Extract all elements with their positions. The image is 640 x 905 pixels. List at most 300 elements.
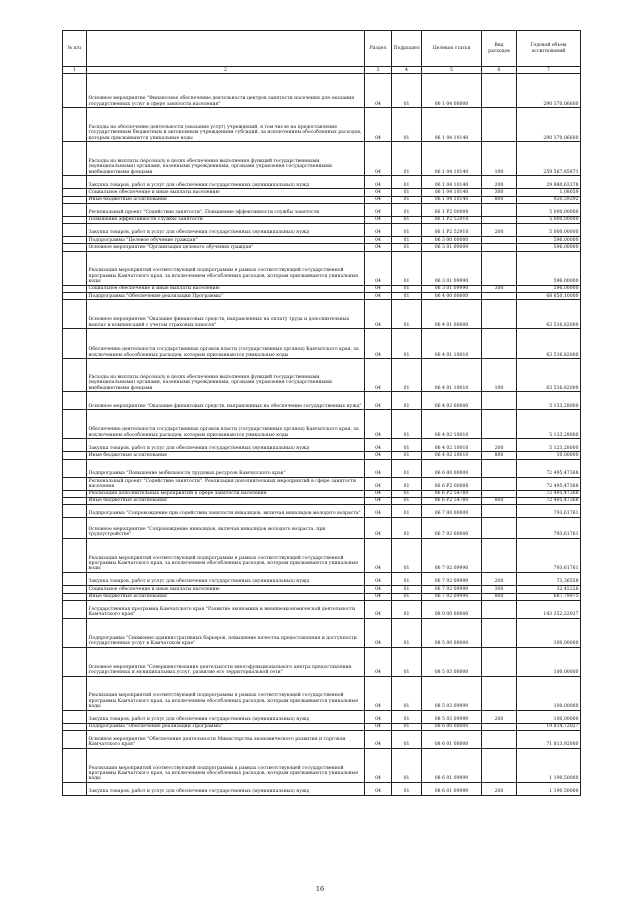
row-razdel-cell: 04 <box>365 783 392 796</box>
row-razdel-cell: 04 <box>365 477 392 490</box>
header-num: № п/п <box>63 31 87 67</box>
header-row <box>63 31 581 67</box>
row-sum-cell: 596,00000 <box>517 251 581 285</box>
row-target-article-cell: 06 6 P2 00000 <box>422 477 482 490</box>
row-razdel-cell: 04 <box>365 539 392 573</box>
row-name-cell: Основное мероприятие "Организация целевого обучения граждан" <box>87 244 365 251</box>
row-name-cell: Реализация мероприятий соответствующей подпрограммы в рамках соответствующей государственной программы Камчатского края, за исключением обособленных расходов, которым присваиваются уникальные коды <box>87 539 365 573</box>
row-name-cell: Расходы на выплаты персоналу в целях обеспечения выполнения функций государственными (муниципальными) органами, казенными учреждениями, органами управления государственными внебюджетными фондами <box>87 359 365 392</box>
row-podrazdel-cell: 01 <box>392 497 422 504</box>
row-sum-cell: 68 650,10000 <box>517 293 581 300</box>
row-expense-type-cell <box>482 244 517 251</box>
row-name-cell: Подпрограмма "Сопровождение при содействии занятости инвалидов, включая инвалидов молодого возраста" <box>87 505 365 518</box>
row-razdel-cell: 04 <box>365 593 392 600</box>
row-expense-type-cell <box>482 74 517 108</box>
row-expense-type-cell <box>482 731 517 749</box>
row-sum-cell: 5 123,28000 <box>517 439 581 452</box>
row-sum-cell: 1,08059 <box>517 189 581 196</box>
row-target-article-cell: 06 3 01 09990 <box>422 251 482 285</box>
row-sum-cell: 100,00000 <box>517 647 581 676</box>
row-podrazdel-cell: 01 <box>392 439 422 452</box>
row-num-cell <box>63 459 87 477</box>
row-target-article-cell: 06 1 04 10140 <box>422 176 482 189</box>
row-num-cell <box>63 203 87 216</box>
row-num-cell <box>63 108 87 142</box>
row-target-article-cell: 06 4 01 00000 <box>422 300 482 329</box>
row-num-cell <box>63 600 87 618</box>
row-expense-type-cell: 200 <box>482 224 517 237</box>
row-sum-cell: 793,61761 <box>517 505 581 518</box>
row-podrazdel-cell: 01 <box>392 573 422 586</box>
row-num-cell <box>63 196 87 203</box>
table-row <box>63 189 581 196</box>
row-razdel-cell: 04 <box>365 731 392 749</box>
col-number: 1 <box>63 67 87 74</box>
row-target-article-cell: 08 0 00 00000 <box>422 600 482 618</box>
row-razdel-cell: 04 <box>365 196 392 203</box>
row-expense-type-cell <box>482 505 517 518</box>
table-row <box>63 329 581 359</box>
row-razdel-cell: 04 <box>365 359 392 392</box>
col-number: 3 <box>365 67 392 74</box>
row-target-article-cell: 06 1 04 00000 <box>422 74 482 108</box>
row-razdel-cell: 04 <box>365 647 392 676</box>
row-expense-type-cell <box>482 723 517 730</box>
table-row <box>63 710 581 723</box>
row-name-cell: Закупка товаров, работ и услуг для обеспечения государственных (муниципальных) нужд <box>87 176 365 189</box>
table-row <box>63 459 581 477</box>
row-podrazdel-cell: 01 <box>392 618 422 647</box>
row-num-cell <box>63 244 87 251</box>
row-name-cell: Расходы на обеспечение деятельности (оказание услуг) учреждений, в том числе на предоставление государственным бюджетным и автономным учреждениям субсидий, за исключением обособленных расходов, которым присваиваются уникальные коды <box>87 108 365 142</box>
row-razdel-cell: 04 <box>365 490 392 497</box>
row-razdel-cell: 04 <box>365 329 392 359</box>
row-num-cell <box>63 359 87 392</box>
table-row <box>63 108 581 142</box>
row-target-article-cell: 08 6 01 00000 <box>422 731 482 749</box>
row-razdel-cell: 04 <box>365 618 392 647</box>
row-target-article-cell: 06 4 01 10010 <box>422 329 482 359</box>
row-expense-type-cell <box>482 518 517 539</box>
row-sum-cell: 5 000,00000 <box>517 203 581 216</box>
row-target-article-cell: 06 4 02 00000 <box>422 392 482 410</box>
row-razdel-cell: 04 <box>365 710 392 723</box>
row-podrazdel-cell: 01 <box>392 108 422 142</box>
row-num-cell <box>63 392 87 410</box>
row-target-article-cell: 06 3 01 09990 <box>422 285 482 292</box>
table-row <box>63 293 581 300</box>
row-podrazdel-cell: 01 <box>392 647 422 676</box>
row-razdel-cell: 04 <box>365 518 392 539</box>
table-row <box>63 216 581 223</box>
row-expense-type-cell <box>482 203 517 216</box>
row-num-cell <box>63 505 87 518</box>
row-sum-cell: 687,79975 <box>517 593 581 600</box>
col-number: 4 <box>392 67 422 74</box>
row-podrazdel-cell: 01 <box>392 410 422 439</box>
row-razdel-cell: 04 <box>365 285 392 292</box>
row-target-article-cell: 06 6 00 00000 <box>422 459 482 477</box>
row-name-cell: Закупка товаров, работ и услуг для обеспечения государственных (муниципальных) нужд <box>87 710 365 723</box>
col-number: 6 <box>482 67 517 74</box>
row-target-article-cell: 06 1 P2 52910 <box>422 224 482 237</box>
row-razdel-cell: 04 <box>365 244 392 251</box>
row-podrazdel-cell: 01 <box>392 142 422 176</box>
row-expense-type-cell: 300 <box>482 285 517 292</box>
row-expense-type-cell <box>482 600 517 618</box>
row-num-cell <box>63 518 87 539</box>
row-name-cell: Подпрограмма "Целевое обучение граждан" <box>87 237 365 244</box>
row-podrazdel-cell: 01 <box>392 293 422 300</box>
row-expense-type-cell: 200 <box>482 439 517 452</box>
row-name-cell: Социальное обеспечение и иные выплаты населению <box>87 189 365 196</box>
row-name-cell: Закупка товаров, работ и услуг для обеспечения государственных (муниципальных) нужд <box>87 573 365 586</box>
row-num-cell <box>63 723 87 730</box>
row-razdel-cell: 04 <box>365 189 392 196</box>
row-target-article-cell: 08 5 03 09990 <box>422 676 482 710</box>
row-sum-cell: 63 516,82000 <box>517 359 581 392</box>
row-sum-cell: 596,00000 <box>517 237 581 244</box>
row-sum-cell: 71 813,92000 <box>517 731 581 749</box>
row-expense-type-cell <box>482 477 517 490</box>
row-razdel-cell: 04 <box>365 108 392 142</box>
row-num-cell <box>63 329 87 359</box>
row-expense-type-cell: 800 <box>482 452 517 459</box>
row-target-article-cell: 06 4 00 00000 <box>422 293 482 300</box>
table-row <box>63 505 581 518</box>
row-sum-cell: 63 516,82000 <box>517 329 581 359</box>
row-expense-type-cell <box>482 293 517 300</box>
row-target-article-cell: 08 6 01 09990 <box>422 749 482 783</box>
row-sum-cell: 5 000,00000 <box>517 216 581 223</box>
row-num-cell <box>63 497 87 504</box>
row-num-cell <box>63 647 87 676</box>
table-row <box>63 359 581 392</box>
row-num-cell <box>63 224 87 237</box>
row-name-cell: Подпрограмма "Обеспечение реализации Программы" <box>87 723 365 730</box>
table-row <box>63 237 581 244</box>
table-row <box>63 618 581 647</box>
row-sum-cell: 5 000,00000 <box>517 224 581 237</box>
row-num-cell <box>63 749 87 783</box>
row-target-article-cell: 06 6 P2 54780 <box>422 490 482 497</box>
row-sum-cell: 259 567,85871 <box>517 142 581 176</box>
row-razdel-cell: 04 <box>365 410 392 439</box>
row-num-cell <box>63 490 87 497</box>
header-annual-sum: Годовой объем ассигнований <box>517 31 581 67</box>
row-num-cell <box>63 439 87 452</box>
table-row <box>63 518 581 539</box>
row-target-article-cell: 06 4 02 10010 <box>422 439 482 452</box>
row-expense-type-cell <box>482 618 517 647</box>
row-razdel-cell: 04 <box>365 586 392 593</box>
row-podrazdel-cell: 01 <box>392 74 422 108</box>
row-podrazdel-cell: 01 <box>392 459 422 477</box>
page-number: 16 <box>315 885 325 893</box>
row-expense-type-cell <box>482 216 517 223</box>
row-podrazdel-cell: 01 <box>392 251 422 285</box>
row-razdel-cell: 04 <box>365 573 392 586</box>
row-num-cell <box>63 410 87 439</box>
table-row <box>63 244 581 251</box>
col-number: 7 <box>517 67 581 74</box>
row-sum-cell: 32,45228 <box>517 586 581 593</box>
row-podrazdel-cell: 01 <box>392 285 422 292</box>
row-expense-type-cell <box>482 539 517 573</box>
row-num-cell <box>63 676 87 710</box>
row-name-cell: Реализация дополнительных мероприятий в сфере занятости населения <box>87 490 365 497</box>
budget-table <box>62 30 581 796</box>
row-target-article-cell: 06 4 01 10010 <box>422 359 482 392</box>
header-expense-type: Вид расходов <box>482 31 517 67</box>
row-name-cell: Региональный проект "Содействие занятости". Реализация дополнительных мероприятий в сфере занятости населения <box>87 477 365 490</box>
row-podrazdel-cell: 01 <box>392 783 422 796</box>
row-expense-type-cell <box>482 237 517 244</box>
row-num-cell <box>63 216 87 223</box>
header-name <box>87 31 365 67</box>
row-target-article-cell: 06 4 02 10010 <box>422 452 482 459</box>
row-name-cell: Основное мероприятие "Обеспечение деятельности Министерства экономического развития и торговли Камчатского края" <box>87 731 365 749</box>
row-target-article-cell: 06 3 01 00000 <box>422 244 482 251</box>
row-sum-cell: 1 190,50000 <box>517 783 581 796</box>
row-target-article-cell: 06 1 P2 00000 <box>422 203 482 216</box>
table-row <box>63 490 581 497</box>
row-razdel-cell: 04 <box>365 505 392 518</box>
row-expense-type-cell <box>482 300 517 329</box>
row-razdel-cell: 04 <box>365 439 392 452</box>
row-expense-type-cell <box>482 251 517 285</box>
row-razdel-cell: 04 <box>365 676 392 710</box>
row-expense-type-cell <box>482 647 517 676</box>
row-podrazdel-cell: 01 <box>392 593 422 600</box>
table-row <box>63 251 581 285</box>
row-target-article-cell: 06 7 02 00000 <box>422 518 482 539</box>
row-num-cell <box>63 189 87 196</box>
row-target-article-cell: 08 5 00 00000 <box>422 618 482 647</box>
row-name-cell: Государственная программа Камчатского края "Развитие экономики и внешнеэкономической деятельности Камчатского края" <box>87 600 365 618</box>
row-target-article-cell: 06 1 04 10140 <box>422 108 482 142</box>
row-sum-cell: 290 370,06600 <box>517 74 581 108</box>
row-expense-type-cell <box>482 490 517 497</box>
row-name-cell: Расходы на выплаты персоналу в целях обеспечения выполнения функций государственными (муниципальными) органами, казенными учреждениями, органами управления государственными внебюджетными фондами <box>87 142 365 176</box>
row-podrazdel-cell: 01 <box>392 329 422 359</box>
row-num-cell <box>63 731 87 749</box>
row-podrazdel-cell: 01 <box>392 539 422 573</box>
row-podrazdel-cell: 01 <box>392 176 422 189</box>
row-target-article-cell: 06 6 P2 54780 <box>422 497 482 504</box>
row-podrazdel-cell: 01 <box>392 189 422 196</box>
row-podrazdel-cell: 01 <box>392 196 422 203</box>
row-podrazdel-cell: 01 <box>392 203 422 216</box>
row-num-cell <box>63 237 87 244</box>
row-podrazdel-cell: 01 <box>392 731 422 749</box>
row-expense-type-cell: 800 <box>482 196 517 203</box>
row-podrazdel-cell: 01 <box>392 518 422 539</box>
row-name-cell: Иные бюджетные ассигнования <box>87 497 365 504</box>
row-expense-type-cell: 200 <box>482 176 517 189</box>
row-expense-type-cell: 100 <box>482 142 517 176</box>
row-num-cell <box>63 710 87 723</box>
row-expense-type-cell: 200 <box>482 710 517 723</box>
row-name-cell: Социальное обеспечение и иные выплаты населению <box>87 285 365 292</box>
row-sum-cell: 596,00000 <box>517 244 581 251</box>
table-row <box>63 196 581 203</box>
row-name-cell: Закупка товаров, работ и услуг для обеспечения государственных (муниципальных) нужд <box>87 783 365 796</box>
row-podrazdel-cell: 01 <box>392 224 422 237</box>
row-sum-cell: 19 814,72027 <box>517 723 581 730</box>
row-num-cell <box>63 618 87 647</box>
row-name-cell: Реализация мероприятий соответствующей подпрограммы в рамках соответствующей государственной программы Камчатского края, за исключением обособленных расходов, которым присваиваются уникальные коды <box>87 749 365 783</box>
table-row <box>63 539 581 573</box>
table-row <box>63 749 581 783</box>
row-razdel-cell: 04 <box>365 237 392 244</box>
row-razdel-cell: 04 <box>365 749 392 783</box>
row-name-cell: Иные бюджетные ассигнования <box>87 452 365 459</box>
row-expense-type-cell: 300 <box>482 586 517 593</box>
row-target-article-cell: 08 5 03 09990 <box>422 710 482 723</box>
row-razdel-cell: 04 <box>365 459 392 477</box>
row-podrazdel-cell: 01 <box>392 216 422 223</box>
row-razdel-cell: 04 <box>365 497 392 504</box>
row-sum-cell: 793,61761 <box>517 518 581 539</box>
row-name-cell: Подпрограмма "Обеспечение реализации Программы" <box>87 293 365 300</box>
table-row <box>63 586 581 593</box>
row-podrazdel-cell: 01 <box>392 600 422 618</box>
row-razdel-cell: 04 <box>365 176 392 189</box>
row-sum-cell: 100,00000 <box>517 676 581 710</box>
row-name-cell: Реализация мероприятий соответствующей подпрограммы в рамках соответствующей государственной программы Камчатского края, за исключением обособленных расходов, которым присваиваются уникальные коды <box>87 676 365 710</box>
row-target-article-cell: 06 1 04 10140 <box>422 196 482 203</box>
row-podrazdel-cell: 01 <box>392 359 422 392</box>
row-sum-cell: 72 495,47368 <box>517 459 581 477</box>
row-razdel-cell: 04 <box>365 293 392 300</box>
table-row <box>63 142 581 176</box>
row-num-cell <box>63 251 87 285</box>
row-razdel-cell: 04 <box>365 452 392 459</box>
row-sum-cell: 72 495,47368 <box>517 497 581 504</box>
row-name-cell: Основное мероприятие "Сопровождение инвалидов, включая инвалидов молодого возраста, при трудоустройстве" <box>87 518 365 539</box>
row-expense-type-cell <box>482 329 517 359</box>
row-expense-type-cell: 800 <box>482 593 517 600</box>
row-podrazdel-cell: 01 <box>392 244 422 251</box>
table-row <box>63 300 581 329</box>
row-expense-type-cell <box>482 108 517 142</box>
row-podrazdel-cell: 01 <box>392 392 422 410</box>
row-name-cell: Региональный проект "Содействие занятости". Повышение эффективности службы занятости <box>87 203 365 216</box>
table-row <box>63 600 581 618</box>
row-razdel-cell: 04 <box>365 251 392 285</box>
row-sum-cell: 5 133,28000 <box>517 410 581 439</box>
row-sum-cell: 100,00000 <box>517 710 581 723</box>
row-num-cell <box>63 539 87 573</box>
row-expense-type-cell <box>482 459 517 477</box>
row-name-cell: Повышение эффективности службы занятости <box>87 216 365 223</box>
col-number: 5 <box>422 67 482 74</box>
row-expense-type-cell <box>482 676 517 710</box>
row-podrazdel-cell: 01 <box>392 505 422 518</box>
row-razdel-cell: 04 <box>365 300 392 329</box>
row-sum-cell: 72 495,47368 <box>517 490 581 497</box>
row-name-cell: Реализация мероприятий соответствующей подпрограммы в рамках соответствующей государственной программы Камчатского края, за исключением обособленных расходов, которым присваиваются уникальные коды <box>87 251 365 285</box>
row-target-article-cell: 06 7 02 09990 <box>422 586 482 593</box>
row-sum-cell: 73,36558 <box>517 573 581 586</box>
row-expense-type-cell <box>482 410 517 439</box>
row-name-cell: Основное мероприятие "Оказание финансовых средств, направленных на обеспечение государственных нужд" <box>87 392 365 410</box>
row-num-cell <box>63 176 87 189</box>
row-podrazdel-cell: 01 <box>392 586 422 593</box>
row-target-article-cell: 06 7 02 09990 <box>422 593 482 600</box>
row-name-cell: Основное мероприятие "Совершенствование деятельности многофункционального центра предоставления государственных и муниципальных услуг, развитие его территориальной сети" <box>87 647 365 676</box>
header-podrazdel: Подраздел <box>392 31 422 67</box>
row-sum-cell: 63 516,82000 <box>517 300 581 329</box>
row-target-article-cell: 06 4 02 10010 <box>422 410 482 439</box>
row-name-cell: Обеспечение деятельности государственных органов власти (государственных органов) Камчатского края, за исключением обособленных расходов, которым присваиваются уникальные коды <box>87 410 365 439</box>
row-sum-cell: 29 880,63378 <box>517 176 581 189</box>
row-name-cell: Обеспечение деятельности государственных органов власти (государственных органов) Камчатского края, за исключением обособленных расходов, которым присваиваются уникальные коды <box>87 329 365 359</box>
table-body <box>63 74 581 796</box>
row-razdel-cell: 04 <box>365 392 392 410</box>
row-sum-cell: 5 133,28000 <box>517 392 581 410</box>
row-name-cell: Закупка товаров, работ и услуг для обеспечения государственных (муниципальных) нужд <box>87 224 365 237</box>
row-num-cell <box>63 452 87 459</box>
column-number-row <box>63 67 581 74</box>
row-razdel-cell: 04 <box>365 142 392 176</box>
row-target-article-cell: 08 6 01 09990 <box>422 783 482 796</box>
row-num-cell <box>63 74 87 108</box>
row-expense-type-cell <box>482 392 517 410</box>
table-row <box>63 392 581 410</box>
row-podrazdel-cell: 01 <box>392 452 422 459</box>
row-razdel-cell: 04 <box>365 203 392 216</box>
row-target-article-cell: 06 7 02 09990 <box>422 573 482 586</box>
row-name-cell: Подпрограмма "Снижение административных барьеров, повышение качества предоставления и доступности государственных услуг в Камчатском крае" <box>87 618 365 647</box>
table-row <box>63 410 581 439</box>
table-row <box>63 497 581 504</box>
row-razdel-cell: 04 <box>365 600 392 618</box>
row-razdel-cell: 04 <box>365 723 392 730</box>
row-sum-cell: 143 352,22027 <box>517 600 581 618</box>
row-target-article-cell: 08 6 00 00000 <box>422 723 482 730</box>
row-target-article-cell: 06 1 04 10140 <box>422 189 482 196</box>
row-num-cell <box>63 783 87 796</box>
row-num-cell <box>63 300 87 329</box>
row-podrazdel-cell: 01 <box>392 490 422 497</box>
row-target-article-cell: 06 7 00 00000 <box>422 505 482 518</box>
row-num-cell <box>63 285 87 292</box>
table-row <box>63 676 581 710</box>
table-row <box>63 783 581 796</box>
table-row <box>63 452 581 459</box>
row-sum-cell: 793,61761 <box>517 539 581 573</box>
row-target-article-cell: 06 7 02 09990 <box>422 539 482 573</box>
row-razdel-cell: 04 <box>365 74 392 108</box>
row-name-cell: Социальное обеспечение и иные выплаты населению <box>87 586 365 593</box>
table-row <box>63 573 581 586</box>
row-name-cell: Основное мероприятие "Финансовое обеспечение деятельности центров занятости населения для оказания государственных услуг в сфере занятости населения" <box>87 74 365 108</box>
row-razdel-cell: 04 <box>365 216 392 223</box>
row-sum-cell: 1 190,50000 <box>517 749 581 783</box>
table-row <box>63 439 581 452</box>
row-num-cell <box>63 142 87 176</box>
row-podrazdel-cell: 01 <box>392 300 422 329</box>
table-row <box>63 176 581 189</box>
col-number: 2 <box>87 67 365 74</box>
row-name-cell: Иные бюджетные ассигнования <box>87 196 365 203</box>
row-expense-type-cell: 800 <box>482 497 517 504</box>
row-expense-type-cell: 200 <box>482 573 517 586</box>
table-row <box>63 593 581 600</box>
row-num-cell <box>63 586 87 593</box>
